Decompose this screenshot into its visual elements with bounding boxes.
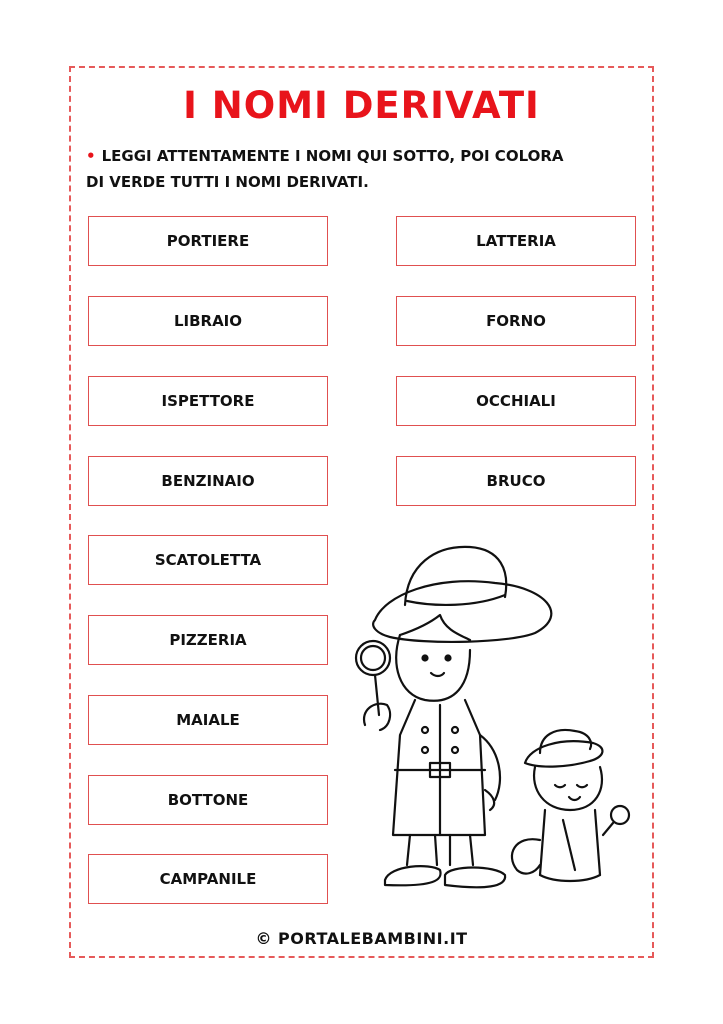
copyright-footer: © PORTALEBAMBINI.IT [255, 929, 468, 948]
word-box-bruco[interactable]: BRUCO [396, 456, 636, 506]
word-box-libraio[interactable]: LIBRAIO [88, 296, 328, 346]
word-box-ispettore[interactable]: ISPETTORE [88, 376, 328, 426]
boy-coat [393, 700, 500, 835]
word-box-forno[interactable]: FORNO [396, 296, 636, 346]
word-box-portiere[interactable]: PORTIERE [88, 216, 328, 266]
instruction-line-1: LEGGI ATTENTAMENTE I NOMI QUI SOTTO, POI COLORA [101, 147, 564, 165]
word-box-occhiali[interactable]: OCCHIALI [396, 376, 636, 426]
word-box-benzinaio[interactable]: BENZINAIO [88, 456, 328, 506]
instructions [86, 143, 646, 195]
detective-hat-icon [373, 547, 551, 642]
word-box-campanile[interactable]: CAMPANILE [88, 854, 328, 904]
page-title: I NOMI DERIVATI [183, 84, 540, 127]
boy-legs [385, 835, 505, 887]
detective-illustration [345, 535, 640, 900]
word-box-scatoletta[interactable]: SCATOLETTA [88, 535, 328, 585]
instruction-line-2: DI VERDE TUTTI I NOMI DERIVATI. [86, 173, 369, 191]
word-box-maiale[interactable]: MAIALE [88, 695, 328, 745]
cat-illustration [512, 730, 629, 881]
bullet-icon: • [86, 147, 96, 165]
boy-face [396, 615, 470, 701]
word-box-pizzeria[interactable]: PIZZERIA [88, 615, 328, 665]
magnifying-glass-icon [356, 641, 390, 730]
word-box-latteria[interactable]: LATTERIA [396, 216, 636, 266]
word-box-bottone[interactable]: BOTTONE [88, 775, 328, 825]
